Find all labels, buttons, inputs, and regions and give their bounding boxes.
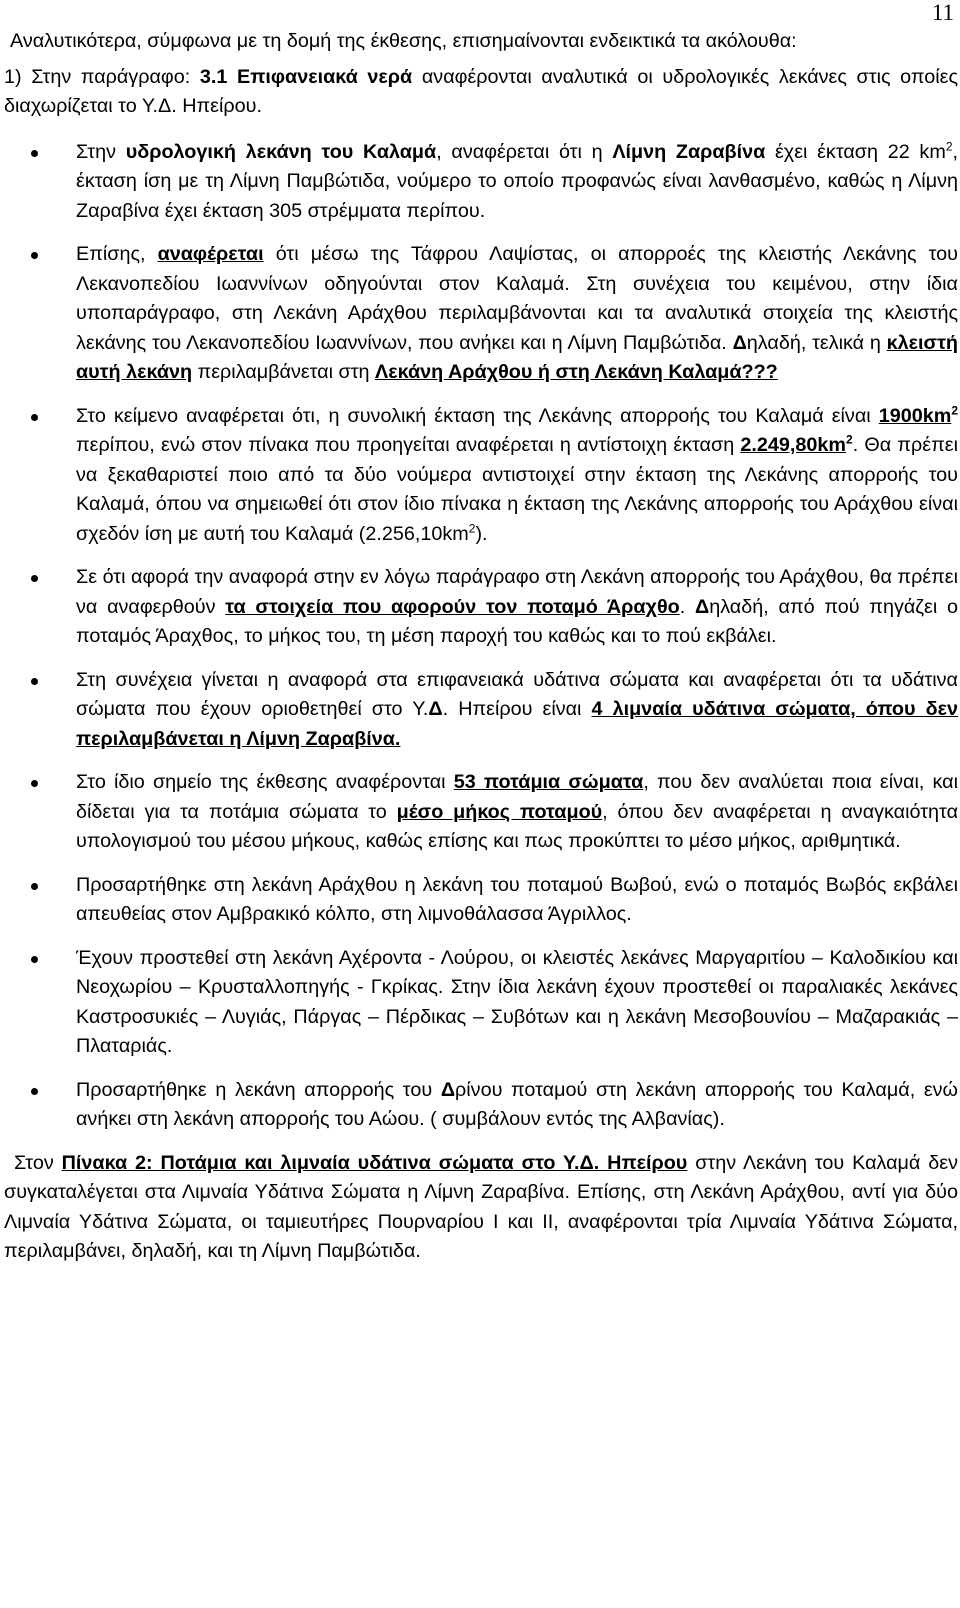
bullet-icon bbox=[31, 780, 38, 787]
section-paragraph bbox=[4, 63, 958, 122]
bullet-icon bbox=[31, 678, 38, 685]
bullet-icon bbox=[31, 150, 38, 157]
bullet-list bbox=[4, 138, 958, 1135]
paragraph-suffix: αναφέρονται αναλυτικά οι υδρολογικές λεκάνες στις οποίες διαχωρίζεται το Υ.Δ. Ηπείρου. bbox=[4, 65, 958, 117]
section-heading: 3.1 Επιφανειακά νερά bbox=[199, 65, 413, 88]
bullet-icon bbox=[31, 956, 38, 963]
list-item: Στο κείμενο αναφέρεται ότι, η συνολική έκταση της Λεκάνης απορροής του Καλαμά είναι $1900km^2$ περίπου, ενώ στον πίνακα που προηγείται αναφέρεται η αντίστοιχη έκταση $2.249,80km^2$. Θα πρέπει να ξεκαθαριστεί ποιο από τα δύο νούμερα αντιστοιχεί στην έκταση της Λεκάνης απορροής του Καλαμά, όπου να σημειωθεί ότι στον ίδιο πίνακα η έκταση της Λεκάνης απορροής του Αράχθου είναι σχεδόν ίση με αυτή του Καλαμά $(2.256,10km^2)$. bbox=[4, 402, 958, 550]
intro-paragraph: Αναλυτικότερα, σύμφωνα με τη δομή της έκθεσης, επισημαίνονται ενδεικτικά τα ακόλουθα: bbox=[10, 30, 797, 52]
list-item: Στη συνέχεια γίνεται η αναφορά στα επιφανειακά υδάτινα σώματα και αναφέρεται ότι τα υδάτινα σώματα που έχουν οριοθετηθεί στο Υ.Δ. Ηπείρου είναι 4 λιμναία υδάτινα σώματα, όπου δεν περιλαμβάνεται η Λίμνη Ζαραβίνα. bbox=[4, 666, 958, 755]
list-item: Σε ότι αφορά την αναφορά στην εν λόγω παράγραφο στη Λεκάνη απορροής του Αράχθου, θα πρέπει να αναφερθούν τα στοιχεία που αφορούν τον ποταμό Άραχθο. Δηλαδή, από πού πηγάζει ο ποταμός Άραχθος, το μήκος του, τη μέση παροχή του καθώς και το πού εκβάλει. bbox=[4, 563, 958, 652]
bullet-icon bbox=[31, 252, 38, 259]
list-item: Έχουν προστεθεί στη λεκάνη Αχέροντα - Λούρου, οι κλειστές λεκάνες Μαργαριτίου – Καλοδικίου και Νεοχωρίου – Κρυσταλλοπηγής - Γκρίκας. Στην ίδια λεκάνη έχουν προστεθεί οι παραλιακές λεκάνες Καστροσυκιές – Λυγιάς, Πάργας – Πέρδικας – Συβότων και η λεκάνη Μεσοβουνίου – Μαζαρακιάς – Πλαταριάς. bbox=[4, 944, 958, 1062]
bullet-icon bbox=[31, 414, 38, 421]
bullet-icon bbox=[31, 1088, 38, 1095]
list-item: Στο ίδιο σημείο της έκθεσης αναφέρονται 53 ποτάμια σώματα, που δεν αναλύεται ποια είναι, και δίδεται για τα ποτάμια σώματα το μέσο μήκος ποταμού, όπου δεν αναφέρεται η αναγκαιότητα υπολογισμού του μέσου μήκους, καθώς επίσης και πως προκύπτει το μέσο μήκος, αριθμητικά. bbox=[4, 768, 958, 857]
document-body bbox=[4, 27, 958, 1267]
page-number: 11 bbox=[931, 0, 954, 25]
list-item: Επίσης, αναφέρεται ότι μέσω της Τάφρου Λαψίστας, οι απορροές της κλειστής Λεκάνης του Λεκανοπεδίου Ιωαννίνων οδηγούνται στον Καλαμά. Στη συνέχεια του κειμένου, στην ίδια υποπαράγραφο, στη Λεκάνη Αράχθου περιλαμβάνονται και τα αναλυτικά στοιχεία της κλειστής λεκάνης του Λεκανοπεδίου Ιωαννίνων, που ανήκει και η Λίμνη Παμβώτιδα. Δηλαδή, τελικά η κλειστή αυτή λεκάνη περιλαμβάνεται στη Λεκάνη Αράχθου ή στη Λεκάνη Καλαμά??? bbox=[4, 240, 958, 388]
closing-paragraph: Στον Πίνακα 2: Ποτάμια και λιμναία υδάτινα σώματα στο Υ.Δ. Ηπείρου στην Λεκάνη του Καλαμά δεν συγκαταλέγεται στα Λιμναία Υδάτινα Σώματα η Λίμνη Ζαραβίνα. Επίσης, στη Λεκάνη Αράχθου, αντί για δύο Λιμναία Υδάτινα Σώματα, οι ταμιευτήρες Πουρναρίου Ι και ΙΙ, αναφέρονται τρία Λιμναία Υδάτινα Σώματα, περιλαμβάνει, δηλαδή, και τη Λίμνη Παμβώτιδα. bbox=[4, 1151, 958, 1262]
list-item: Προσαρτήθηκε η λεκάνη απορροής του Δρίνου ποταμού στη λεκάνη απορροής του Καλαμά, ενώ ανήκει στη λεκάνη απορροής του Αώου. ( συμβάλουν εντός της Αλβανίας). bbox=[4, 1076, 958, 1135]
list-item: Στην υδρολογική λεκάνη του Καλαμά, αναφέρεται ότι η Λίμνη Ζαραβίνα έχει έκταση 22 $km^2$, έκταση ίση με τη Λίμνη Παμβώτιδα, νούμερο το οποίο προφανώς είναι λανθασμένο, καθώς η Λίμνη Ζαραβίνα έχει έκταση 305 στρέμματα περίπου. bbox=[4, 138, 958, 227]
bullet-icon bbox=[31, 575, 38, 582]
table-reference: Πίνακα 2: Ποτάμια και λιμναία υδάτινα σώματα στο Υ.Δ. Ηπείρου bbox=[61, 1151, 688, 1174]
paragraph-prefix: 1) Στην παράγραφο: bbox=[4, 65, 200, 88]
list-item: Προσαρτήθηκε στη λεκάνη Αράχθου η λεκάνη του ποταμού Βωβού, ενώ ο ποταμός Βωβός εκβάλει απευθείας στον Αμβρακικό κόλπο, στη λιμνοθάλασσα Άγριλλος. bbox=[4, 871, 958, 930]
bullet-icon bbox=[31, 883, 38, 890]
